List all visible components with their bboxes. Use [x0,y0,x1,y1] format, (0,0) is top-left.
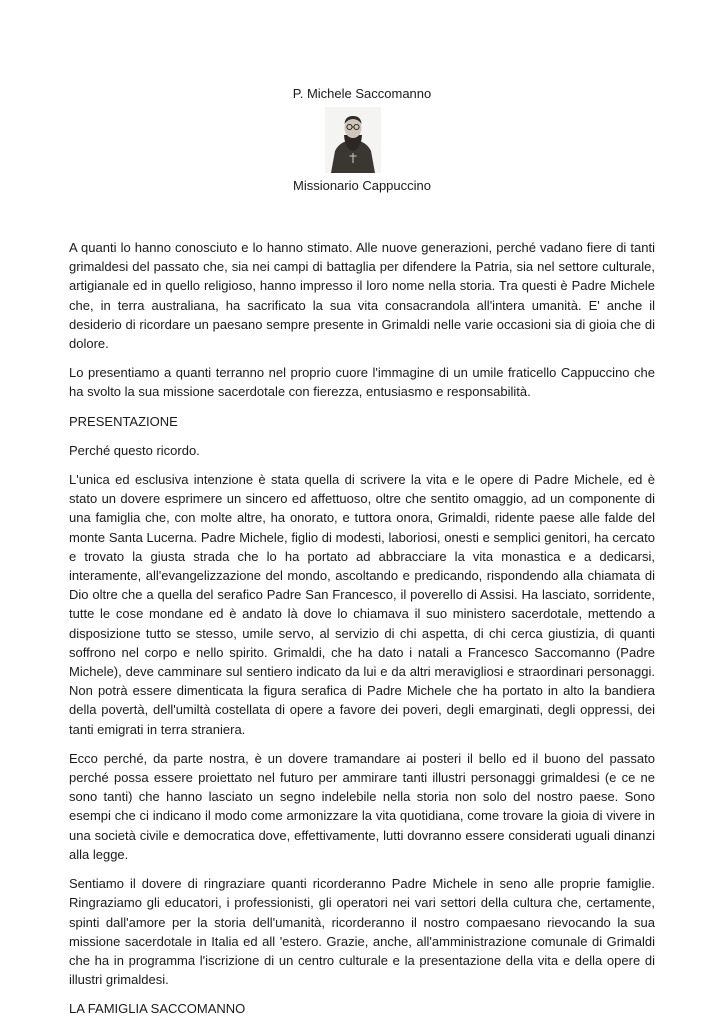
paragraph: L'unica ed esclusiva intenzione è stata quella di scrivere la vita e le opere di Padre Michele, ed è stato un dovere esprimere un sincero ed affettuoso, oltre che sentito omaggio, ad un componente di una famiglia che, con molte altre, ha onorato, e tuttora onora, Grimaldi, ridente paese alle falde del monte Santa Lucerna. Padre Michele, figlio di modesti, laboriosi, onesti e semplici genitori, ha cercato e trovato la giusta strada che lo ha portato ad abbracciare la vita monastica e a dedicarsi, interamente, all'evangelizzazione del mondo, ascoltando e predicando, rispondendo alla chiamata di Dio oltre che a quella del serafico Padre San Francesco, il poverello di Assisi. Ha lasciato, sorridente, tutte le cose mondane ed è andato là dove lo chiamava il suo ministero sacerdotale, mettendo a disposizione tutto se stesso, umile servo, al servizio di chi aspetta, di chi cerca giustizia, di quanti soffrono nel corpo e nello spirito. Grimaldi, che ha dato i natali a Francesco Saccomanno (Padre Michele), deve camminare sul sentiero indicato da lui e da altri meravigliosi e straordinari personaggi. Non potrà essere dimenticata la figura serafica di Padre Michele che ha portato in alto la bandiera della povertà, dell'umiltà costellata di opere a favore dei poveri, degli emarginati, degli oppressi, dei tanti emigrati in terra straniera. [69,472,655,737]
paragraph: Ecco perché, da parte nostra, è un dovere tramandare ai posteri il bello ed il buono del passato perché possa essere proiettato nel futuro per ammirare tanti illustri personaggi grimaldesi (e ce ne sono tanti) che hanno lasciato un segno indelebile nella storia non solo del nostro paese. Sono esempi che ci indicano il modo come armonizzare la vita quotidiana, come trovare la gioia di vivere in una società civile e democratica dove, effettivamente, lutti dovranno essere considerati uguali dinanzi alla legge. [69,750,655,862]
paragraph: Sentiamo il dovere di ringraziare quanti ricorderanno Padre Michele in seno alle proprie famiglie. Ringraziamo gli educatori, i professionisti, gli operatori nei vari settori della cultura che, certamente, spinti dall'amore per la storia dell'umanità, ricorderanno il nostro compaesano rievocando la sua missione sacerdotale in Italia ed all 'estero. Grazie, anche, all'amministrazione comunale di Grimaldi che ha in programma l'iscrizione di un centro culturale e la presentazione della vita e della opere di illustri grimaldesi. [69,876,655,988]
paragraph: A quanti lo hanno conosciuto e lo hanno stimato. Alle nuove generazioni, perché vadano fiere di tanti grimaldesi del passato che, sia nei campi di battaglia per difendere la Patria, sia nel settore culturale, artigianale ed in quello religioso, hanno impresso il loro nome nella storia. Tra questi è Padre Michele che, in terra australiana, ha sacrificato la sua vita consacrandola all'intera umanità. E' anche il desiderio di ricordare un paesano sempre presente in Grimaldi nelle varie occasioni sia di gioia che di dolore. [69,240,655,352]
document-subtitle: Missionario Cappuccino [292,178,431,193]
section-heading: PRESENTAZIONE [69,413,178,429]
paragraph: Perché questo ricordo. [69,442,200,458]
portrait-icon [325,107,381,173]
paragraph: Lo presentiamo a quanti terranno nel proprio cuore l'immagine di un umile fraticello Cappuccino che ha svolto la sua missione sacerdotale con fierezza, entusiasmo e responsabilità. [69,365,655,400]
document-body [69,238,655,1029]
section-heading: LA FAMIGLIA SACCOMANNO [69,1001,246,1017]
portrait-photo [325,107,381,173]
document-title: P. Michele Saccomanno [292,86,432,101]
